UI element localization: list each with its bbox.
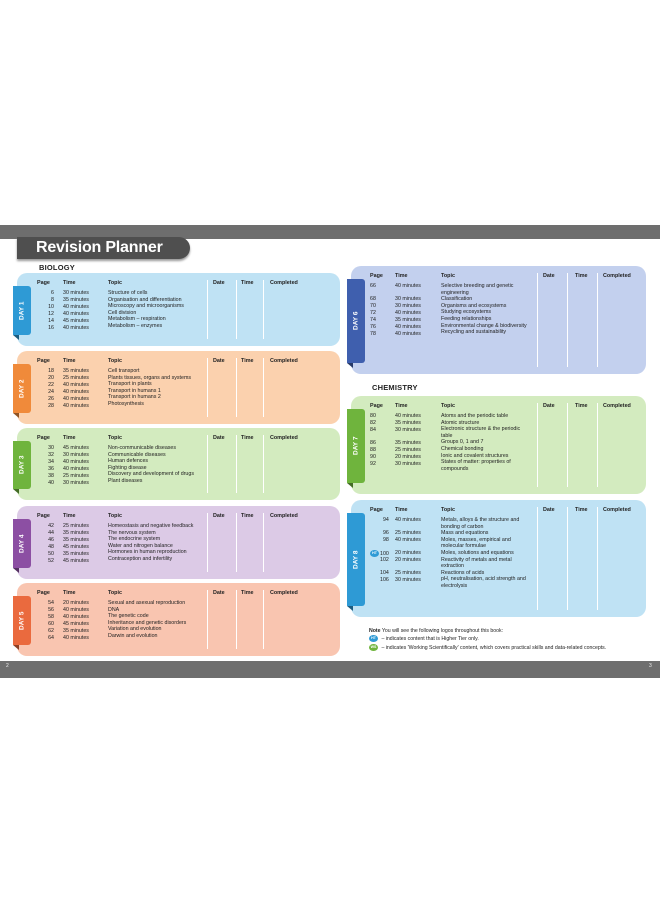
time-cell: 30 minutes [395,461,421,467]
topic-cell: Inheritance and genetic disorders [108,619,187,626]
page-cell: 60 [48,621,54,627]
column-divider [207,358,208,417]
day-1-box [17,273,340,346]
topic-cell: Fighting disease [108,464,147,471]
time-cell: 40 minutes [63,614,89,620]
page-cell: 40 [48,480,54,486]
column-header-page: Page [37,590,50,596]
topic-column [108,523,203,563]
column-divider [537,403,538,487]
time-cell: 40 minutes [395,413,421,419]
page-column [370,283,376,338]
topic-cell: Recycling and sustainability [441,329,507,336]
topic-cell: Water and nitrogen balance [108,542,173,549]
topic-cell: DNA [108,606,120,613]
column-header-time: Time [63,590,76,596]
column-header-page: Page [370,273,383,279]
page-cell: 42 [48,523,54,529]
column-divider [236,358,237,417]
day-label: DAY 5 [18,611,26,630]
page-cell: 104 [380,570,389,576]
time-cell: 40 minutes [395,331,421,337]
topic-cell: Organisation and differentiation [108,296,182,303]
time-cell: 30 minutes [395,577,421,583]
page-cell: 58 [48,614,54,620]
topic-cell: Communicable diseases [108,451,166,458]
page-cell: 88 [370,447,376,453]
tab-fold [13,645,19,650]
column-header-completed: Completed [270,590,298,596]
topic-cell: Reactions of acids [441,569,485,576]
day-label: DAY 6 [352,311,360,330]
page-cell: 48 [48,544,54,550]
time-cell: 45 minutes [63,318,89,324]
time-cell: 40 minutes [63,635,89,641]
topic-cell: Transport in plants [108,381,152,388]
topic-column [441,517,531,590]
column-header-page: Page [37,358,50,364]
topic-cell: Reactivity of metals and metal extraction [441,556,512,570]
page-cell: 78 [370,331,376,337]
topic-cell: Ionic and covalent structures [441,452,509,459]
time-cell: 40 minutes [395,517,421,523]
column-divider [597,403,598,487]
note-label: Note [369,628,381,634]
time-cell: 30 minutes [63,452,89,458]
time-cell: 20 minutes [63,600,89,606]
column-divider [597,507,598,610]
topic-cell: Sexual and asexual reproduction [108,600,186,606]
column-divider [567,403,568,487]
page-cell: 26 [48,396,54,402]
column-header-time: Time [63,358,76,364]
column-header-topic: Topic [441,273,455,279]
page-cell: 28 [48,403,54,409]
page-title: Revision Planner [36,239,163,256]
day-tab [13,286,31,335]
topic-cell: Non-communicable diseases [108,445,177,451]
time-column [63,523,89,565]
column-header-completed: Completed [603,403,631,409]
time-cell: 25 minutes [63,473,89,479]
page-cell: 62 [48,628,54,634]
page-number-left: 2 [6,663,9,669]
note-intro: You will see the following logos throughout this book: [380,628,504,634]
time-cell: 45 minutes [63,445,89,451]
column-header-time: Time [63,513,76,519]
page-cell: 82 [370,420,376,426]
page-cell: 18 [48,368,54,374]
column-header-completed: Completed [270,513,298,519]
time-cell: 40 minutes [63,311,89,317]
day-label: DAY 4 [18,534,26,553]
topic-cell: Contraception and infertility [108,555,173,562]
page-cell: 50 [48,551,54,557]
topic-cell: The endocrine system [108,536,161,543]
page-cell: HT 100 [370,550,389,557]
page-cell: 12 [48,311,54,317]
column-header-topic: Topic [108,280,122,286]
column-header-date: Date [543,507,555,513]
column-header-time: Time [395,273,408,279]
time-cell: 40 minutes [395,324,421,330]
page-cell: 64 [48,635,54,641]
column-header-date: Date [213,513,225,519]
time-column [63,290,89,332]
day-5-box [17,583,340,656]
time-cell: 40 minutes [63,389,89,395]
page-cell: 6 [51,290,54,296]
topic-cell: Moles, masses, empirical and molecular formulae [441,536,511,550]
column-header-time2: Time [575,273,588,279]
section-biology: BIOLOGY [39,263,75,272]
column-header-time: Time [395,403,408,409]
time-cell: 40 minutes [63,403,89,409]
topic-cell: Atomic structure [441,419,480,426]
page-column [37,445,54,487]
topic-cell: States of matter: properties of compounds [441,459,511,472]
topic-cell: Plants tissues, organs and systems [108,374,192,381]
page-cell: 56 [48,607,54,613]
time-column [395,283,421,338]
time-cell: 45 minutes [63,621,89,627]
time-cell: 45 minutes [63,544,89,550]
tab-fold [13,413,19,418]
column-header-time2: Time [241,435,254,441]
topic-cell: Electronic structure & the periodic table [441,426,521,439]
day-label: DAY 8 [352,550,360,569]
topic-cell: Variation and evolution [108,626,162,633]
time-cell: 25 minutes [395,530,421,536]
day-2-box [17,351,340,424]
page-cell: 96 [382,530,389,536]
topic-cell: Plant diseases [108,477,143,484]
page-number-right: 3 [649,663,652,669]
day-4-box [17,506,340,579]
column-header-date: Date [213,280,225,286]
page-cell: 70 [370,303,376,309]
column-header-topic: Topic [108,590,122,596]
day-8-box [351,500,646,617]
topic-cell: Moles, solutions and equations [441,549,514,556]
column-divider [263,435,264,493]
topic-cell: Groups 0, 1 and 7 [441,439,484,446]
column-divider [263,358,264,417]
column-header-completed: Completed [270,280,298,286]
topic-cell: Environmental change & biodiversity [441,322,527,329]
topic-cell: Structure of cells [108,290,148,296]
page-cell: 20 [48,375,54,381]
column-header-page: Page [370,403,383,409]
time-cell: 35 minutes [63,530,89,536]
column-divider [236,513,237,572]
column-header-completed: Completed [603,507,631,513]
page-cell: 44 [48,530,54,536]
tab-fold [347,606,353,611]
bottom-bar [0,661,660,678]
time-cell: 35 minutes [395,420,421,426]
time-column [63,445,89,487]
page-cell: 46 [48,537,54,543]
day-label: DAY 3 [18,455,26,474]
page-cell: 86 [370,440,376,446]
time-cell: 20 minutes [395,454,421,460]
page-cell: 8 [51,297,54,303]
topic-cell: Metals, alloys & the structure and bonding of carbon [441,517,520,530]
time-cell: 45 minutes [63,558,89,564]
time-cell: 40 minutes [63,304,89,310]
page-cell: 90 [370,454,376,460]
column-divider [263,590,264,649]
column-header-topic: Topic [441,507,455,513]
topic-cell: Transport in humans 2 [108,394,161,401]
page-cell: 106 [380,577,389,583]
time-cell: 40 minutes [63,325,89,331]
page-cell: 54 [48,600,54,606]
column-header-topic: Topic [441,403,455,409]
tab-fold [347,483,353,488]
topic-cell: Cell transport [108,368,140,374]
time-cell: 40 minutes [395,283,421,289]
column-divider [236,280,237,339]
time-column [395,413,421,474]
column-header-time2: Time [241,358,254,364]
column-header-date: Date [213,435,225,441]
day-tab [13,596,31,645]
topic-cell: Mass and equations [441,530,489,537]
higher-tier-badge-icon: HT [369,635,378,642]
topic-cell: Studying ecosystems [441,309,492,316]
topic-cell: Metabolism – respiration [108,316,166,323]
page-cell: 66 [370,283,376,289]
topic-cell: Chemical bonding [441,445,484,452]
column-divider [597,273,598,367]
column-header-completed: Completed [270,358,298,364]
page-column [37,523,54,565]
column-divider [567,273,568,367]
page-cell: 36 [48,466,54,472]
topic-column [108,290,203,330]
column-header-date: Date [543,403,555,409]
time-cell: 20 minutes [395,550,421,556]
day-label: DAY 1 [18,301,26,320]
topic-column [441,413,531,472]
topic-cell: Classification [441,296,473,303]
column-divider [207,435,208,493]
page-cell: 76 [370,324,376,330]
note-ws-text: – indicates 'Working Scientifically' content, which covers practical skills and data-related concepts. [380,644,607,651]
tab-fold [13,489,19,494]
time-cell: 30 minutes [63,290,89,296]
column-header-page: Page [370,507,383,513]
time-column [63,368,89,410]
topic-cell: Cell division [108,309,137,316]
topic-cell: Metabolism – enzymes [108,322,163,329]
topic-column [108,445,203,485]
page-column [37,368,54,410]
column-header-time2: Time [241,280,254,286]
page-cell: 30 [48,445,54,451]
column-header-completed: Completed [270,435,298,441]
column-header-page: Page [37,435,50,441]
day-tab [13,519,31,568]
page-cell: 94 [382,517,389,523]
day-tab [347,513,365,606]
page-cell: 24 [48,389,54,395]
time-cell: 20 minutes [395,557,421,563]
time-cell: 25 minutes [63,375,89,381]
time-cell: 35 minutes [63,628,89,634]
tab-fold [13,335,19,340]
time-cell: 40 minutes [63,382,89,388]
time-cell: 35 minutes [63,297,89,303]
time-cell: 25 minutes [395,570,421,576]
topic-cell: Organisms and ecosystems [441,302,507,309]
page-cell: 72 [370,310,376,316]
page-cell: 10 [48,304,54,310]
topic-cell: Feeding relationships [441,315,492,322]
tab-fold [13,568,19,573]
page-cell: 16 [48,325,54,331]
column-header-topic: Topic [108,513,122,519]
column-header-page: Page [37,280,50,286]
column-header-page: Page [37,513,50,519]
higher-tier-badge-icon: HT [370,550,379,557]
topic-cell: The genetic code [108,613,149,620]
topic-column [108,600,203,640]
page-cell: 32 [48,452,54,458]
topic-column [441,283,531,336]
time-cell: 35 minutes [63,537,89,543]
column-header-time: Time [63,280,76,286]
section-chemistry: CHEMISTRY [372,383,418,392]
column-divider [207,590,208,649]
time-cell: 40 minutes [63,466,89,472]
day-3-box [17,428,340,500]
time-cell: 30 minutes [395,303,421,309]
topic-cell: Photosynthesis [108,400,144,407]
note-ht-text: – indicates content that is Higher Tier only. [380,636,479,643]
page-cell: 98 [382,537,389,543]
time-cell: 40 minutes [395,310,421,316]
topic-cell: Discovery and development of drugs [108,471,194,478]
page-cell: 14 [48,318,54,324]
topic-cell: Transport in humans 1 [108,387,161,394]
column-divider [263,513,264,572]
column-divider [236,590,237,649]
page-cell: 102 [380,557,389,563]
column-divider [567,507,568,610]
time-cell: 35 minutes [395,317,421,323]
column-header-completed: Completed [603,273,631,279]
title-banner [17,237,190,259]
page-column [37,290,54,332]
column-header-date: Date [213,358,225,364]
page-column [370,413,376,474]
column-header-topic: Topic [108,435,122,441]
column-header-topic: Topic [108,358,122,364]
page-cell: 80 [370,413,376,419]
time-cell: 40 minutes [395,537,421,543]
day-label: DAY 7 [352,436,360,455]
time-column [63,600,89,642]
column-divider [207,280,208,339]
topic-cell: Homeostasis and negative feedback [108,523,194,529]
topic-cell: Microscopy and microorganisms [108,303,184,310]
column-header-date: Date [213,590,225,596]
time-cell: 40 minutes [63,396,89,402]
column-divider [537,273,538,367]
column-header-date: Date [543,273,555,279]
time-cell: 35 minutes [63,551,89,557]
day-6-box [351,266,646,374]
page-cell: 22 [48,382,54,388]
time-cell: 35 minutes [63,368,89,374]
page-cell: 34 [48,459,54,465]
column-header-time2: Time [241,590,254,596]
page-column [37,600,54,642]
topic-cell: Atoms and the periodic table [441,413,509,419]
column-divider [236,435,237,493]
column-header-time2: Time [575,403,588,409]
page-cell: 68 [370,296,376,302]
column-divider [537,507,538,610]
column-header-time: Time [63,435,76,441]
page-cell: 92 [370,461,376,467]
page-cell: 74 [370,317,376,323]
topic-cell: Human defences [108,458,149,465]
topic-cell: The nervous system [108,529,156,536]
topic-cell: Hormones in human reproduction [108,549,187,556]
page-cell: 38 [48,473,54,479]
column-header-time2: Time [575,507,588,513]
topic-column [108,368,203,408]
time-cell: 30 minutes [395,296,421,302]
time-cell: 40 minutes [63,459,89,465]
topic-cell: pH, neutralisation, acid strength and electrolysis [441,576,526,589]
time-cell: 30 minutes [63,480,89,486]
column-divider [263,280,264,339]
column-header-time2: Time [241,513,254,519]
time-cell: 35 minutes [395,440,421,446]
page-cell: 52 [48,558,54,564]
tab-fold [347,363,353,368]
time-cell: 30 minutes [395,427,421,433]
column-header-time: Time [395,507,408,513]
topic-cell: Selective breeding and genetic engineering [441,283,514,296]
page-cell: 84 [370,427,376,433]
time-cell: 25 minutes [395,447,421,453]
day-tab [347,409,365,483]
day-tab [13,441,31,489]
time-cell: 25 minutes [63,523,89,529]
time-column [395,517,421,590]
time-cell: 40 minutes [63,607,89,613]
day-tab [347,279,365,363]
day-7-box [351,396,646,494]
day-tab [13,364,31,413]
working-scientifically-badge-icon: WS [370,644,377,649]
column-divider [207,513,208,572]
page-column [370,517,389,590]
day-label: DAY 2 [18,379,26,398]
topic-cell: Darwin and evolution [108,632,158,639]
note-box [369,628,654,652]
